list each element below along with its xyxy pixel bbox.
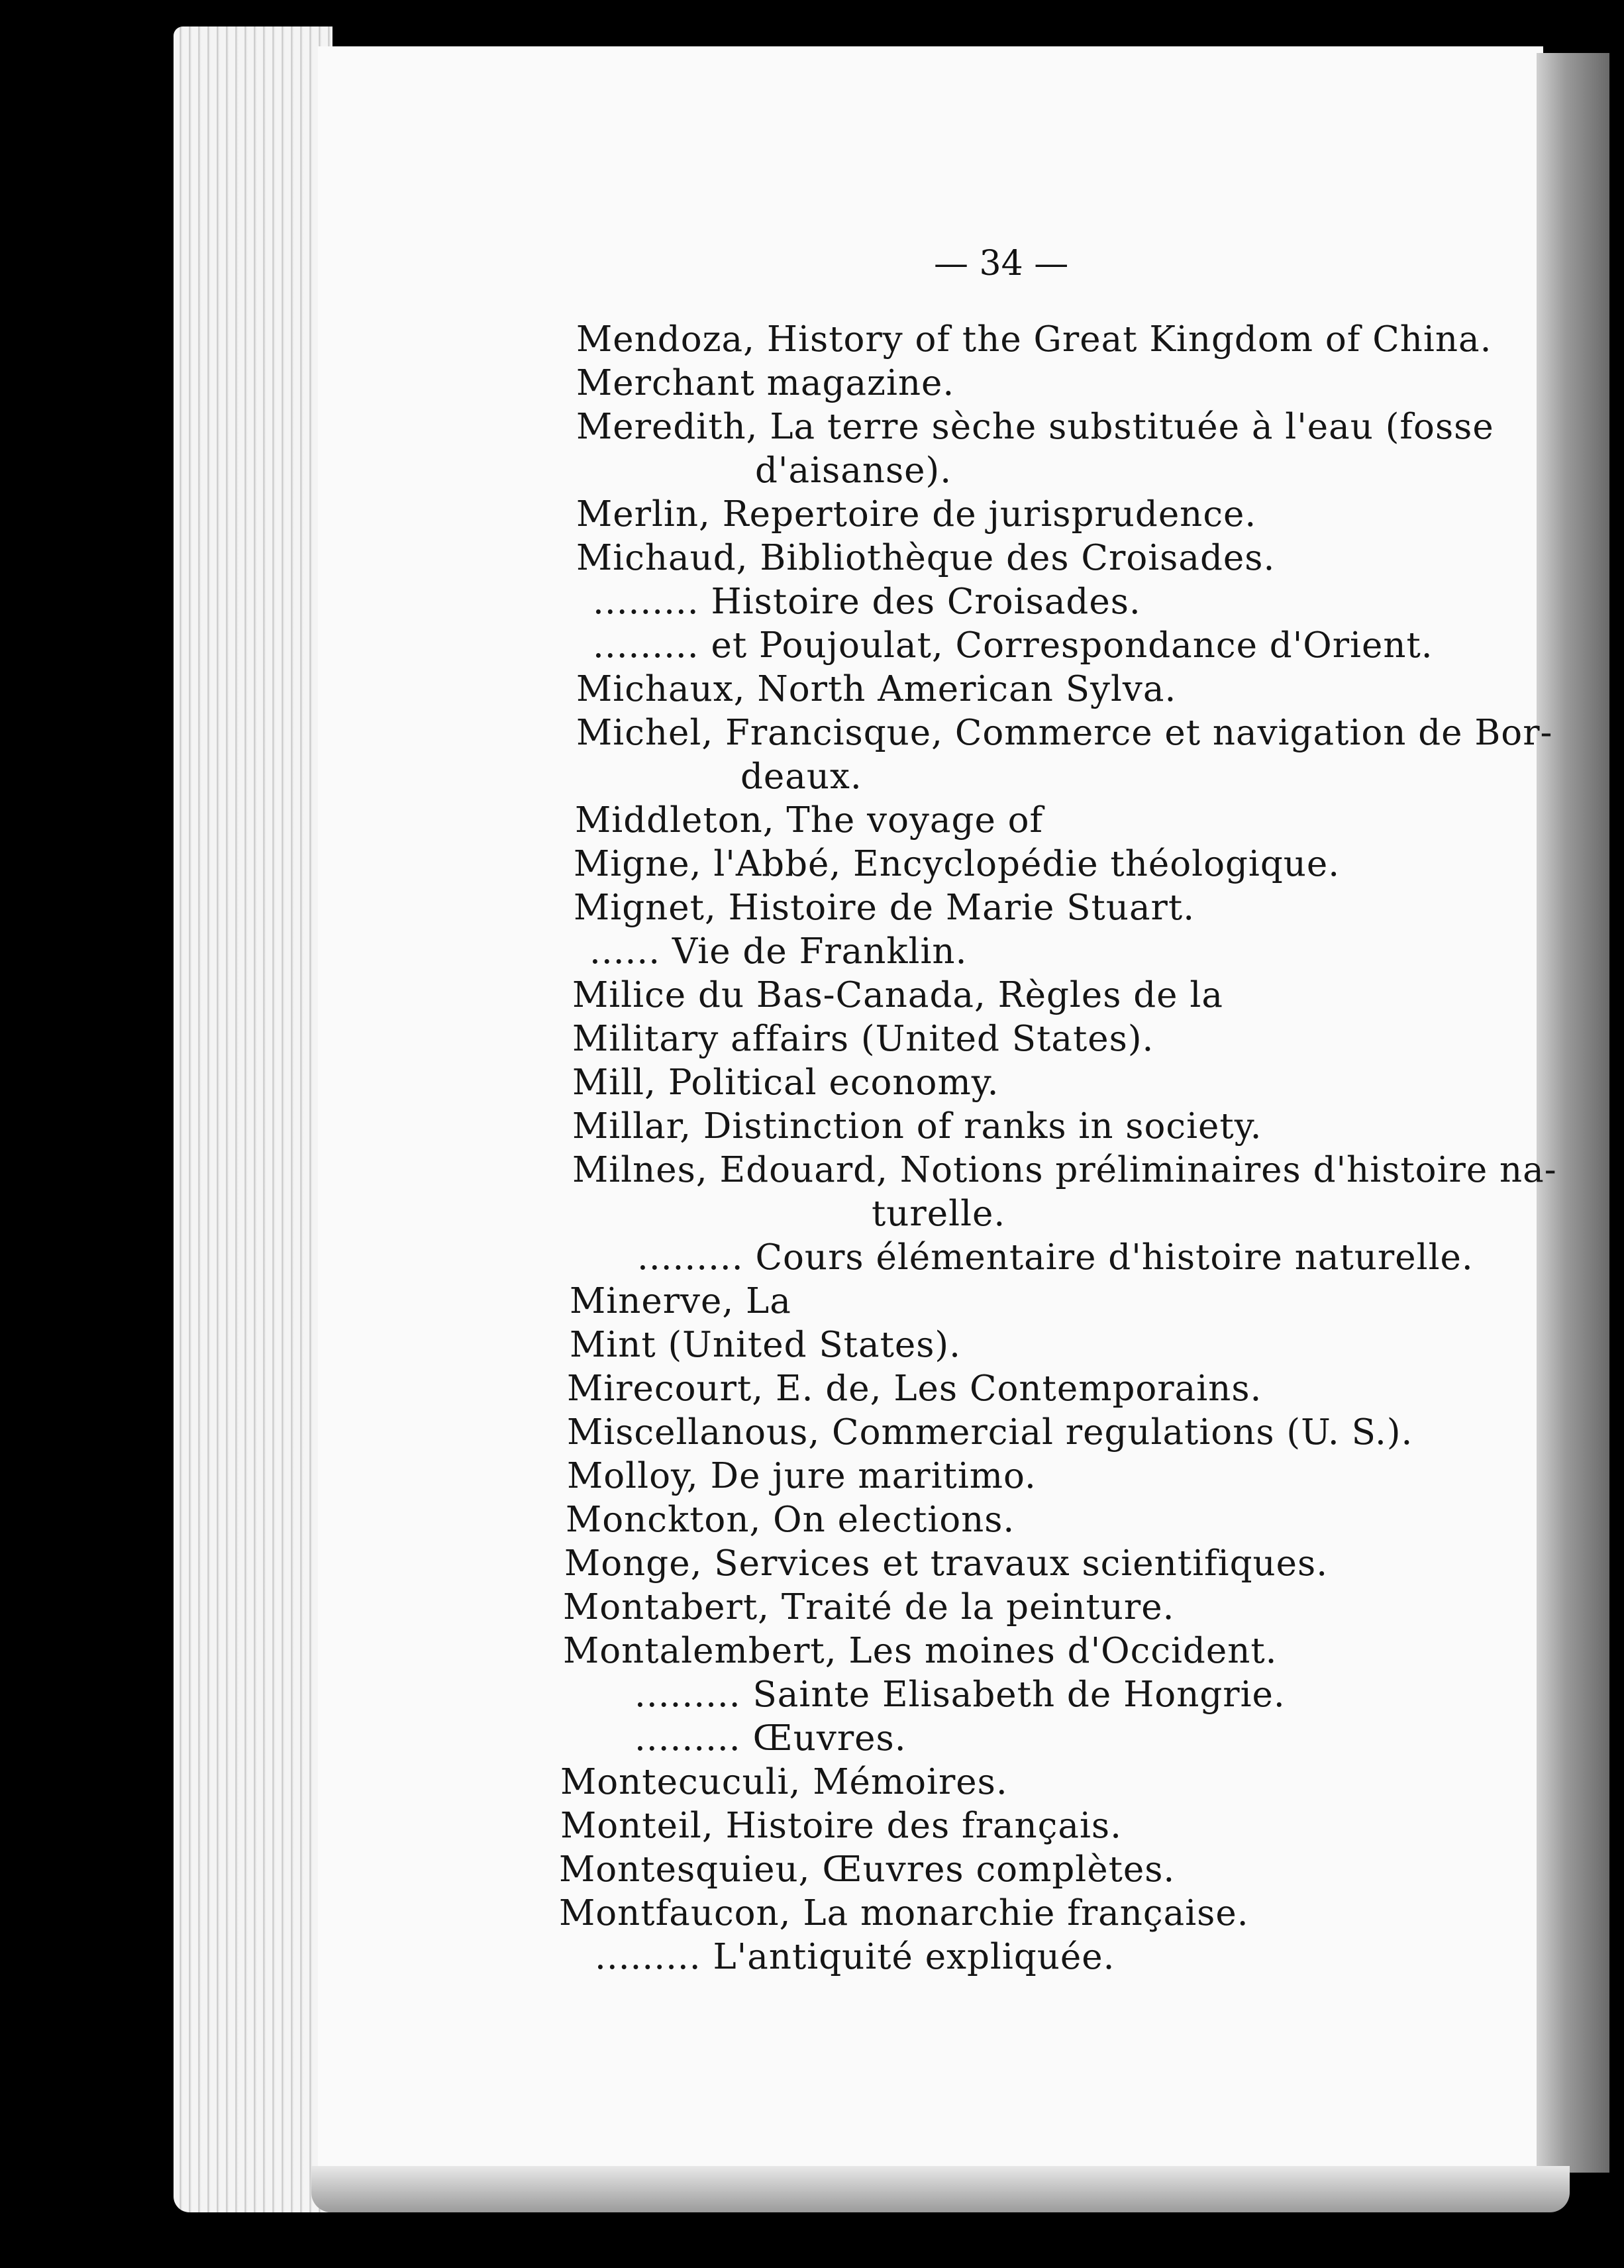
index-entry: Montfaucon, La monarchie française. (559, 1893, 1249, 1933)
index-entry: Montesquieu, Œuvres complètes. (559, 1849, 1176, 1890)
index-entry-ditto: ......... Sainte Elisabeth de Hongrie. (634, 1675, 1286, 1715)
index-entry: Middleton, The voyage of (575, 800, 1044, 841)
index-entry: Merchant magazine. (576, 363, 955, 403)
index-entry: Michaux, North American Sylva. (576, 669, 1177, 709)
index-entry-continuation: turelle. (872, 1194, 1006, 1234)
page-number: — 34 — (934, 244, 1069, 284)
index-entry: Monckton, On elections. (566, 1500, 1015, 1540)
index-entry: Miscellanous, Commercial regulations (U. S.). (567, 1412, 1413, 1453)
index-entry: Merlin, Repertoire de jurisprudence. (576, 494, 1257, 535)
index-entry: Montecuculi, Mémoires. (560, 1762, 1008, 1802)
index-entry: Monge, Services et travaux scientifiques. (564, 1543, 1329, 1584)
index-entry: Mill, Political economy. (572, 1062, 999, 1103)
index-entry: Molloy, De jure maritimo. (567, 1456, 1037, 1496)
index-entry: Meredith, La terre sèche substituée à l'eau (fosse (576, 407, 1494, 447)
index-entry: Monteil, Histoire des français. (560, 1806, 1122, 1846)
index-entry-ditto: ...... Vie de Franklin. (589, 931, 968, 972)
index-entry: Michel, Francisque, Commerce et navigation de Bor- (576, 713, 1553, 753)
index-entry-ditto: ......... L'antiquité expliquée. (595, 1937, 1115, 1977)
index-entry: Millar, Distinction of ranks in society. (572, 1106, 1262, 1147)
index-entry: Mirecourt, E. de, Les Contemporains. (567, 1368, 1262, 1409)
index-entry: Migne, l'Abbé, Encyclopédie théologique. (574, 844, 1341, 884)
index-entry-ditto: ......... Cours élémentaire d'histoire naturelle. (637, 1237, 1474, 1278)
index-entry: Minerve, La (570, 1281, 791, 1321)
index-entry: Mint (United States). (570, 1325, 961, 1365)
bottom-page-edge (311, 2166, 1570, 2212)
index-entry-continuation: deaux. (740, 756, 862, 797)
page-shadow (1537, 53, 1609, 2173)
index-entry-ditto: ......... Œuvres. (634, 1718, 907, 1759)
page-edges (174, 26, 332, 2212)
index-entry: Milnes, Edouard, Notions préliminaires d'histoire na- (572, 1150, 1557, 1190)
index-entry: Mendoza, History of the Great Kingdom of China. (576, 319, 1492, 360)
index-entry-ditto: ......... Histoire des Croisades. (593, 582, 1141, 622)
index-entry: Montabert, Traité de la peinture. (563, 1587, 1175, 1627)
index-entry-ditto: ......... et Poujoulat, Correspondance d'Orient. (593, 625, 1433, 666)
index-entry: Michaud, Bibliothèque des Croisades. (576, 538, 1276, 578)
index-entry: Milice du Bas-Canada, Règles de la (572, 975, 1223, 1015)
index-entry: Montalembert, Les moines d'Occident. (563, 1631, 1278, 1671)
index-entry: Military affairs (United States). (572, 1019, 1154, 1059)
index-entry-continuation: d'aisanse). (755, 450, 952, 491)
index-entry: Mignet, Histoire de Marie Stuart. (574, 888, 1195, 928)
